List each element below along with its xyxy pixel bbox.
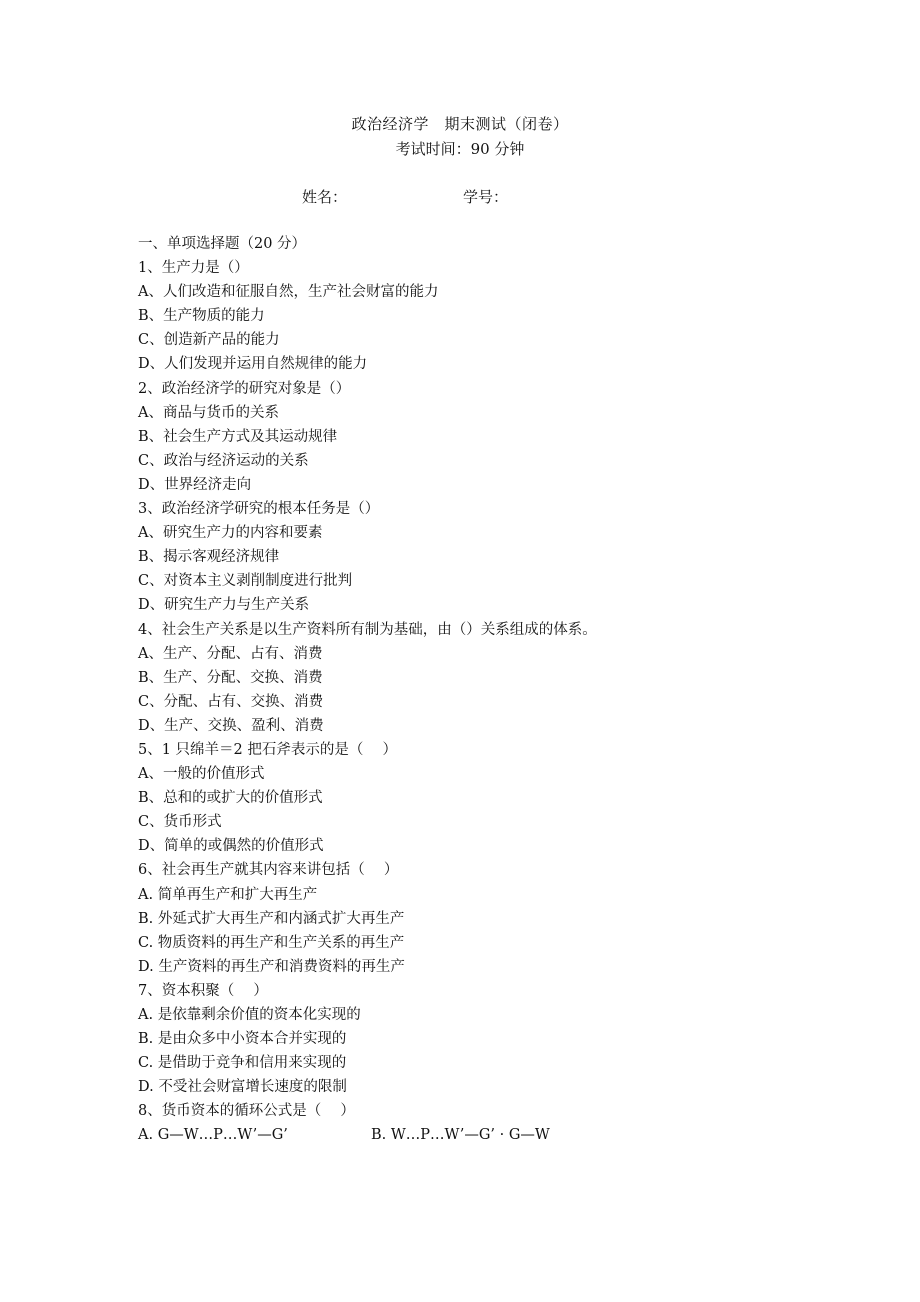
option-line: D. 生产资料的再生产和消费资料的再生产 [138, 958, 405, 975]
option-line: C、政治与经济运动的关系 [138, 452, 309, 469]
option-b: B. W…P…W’—G’ · G—W [371, 1127, 550, 1144]
question-line: 4、社会生产关系是以生产资料所有制为基础，由（）关系组成的体系。 [138, 621, 597, 638]
question-line: 1、生产力是（） [138, 260, 249, 277]
option-line: A、人们改造和征服自然，生产社会财富的能力 [138, 284, 439, 301]
question-line: 7、资本积聚（ ） [138, 982, 268, 999]
option-line: A、商品与货币的关系 [138, 404, 279, 421]
option-line: A、一般的价值形式 [138, 766, 265, 783]
question-line: 2、政治经济学的研究对象是（） [138, 380, 351, 397]
option-line: B、生产物质的能力 [138, 308, 265, 325]
option-line: B、生产、分配、交换、消费 [138, 669, 323, 686]
option-line: D、世界经济走向 [138, 476, 252, 493]
section-heading: 一、单项选择题（20 分） [138, 236, 307, 252]
question-line: 6、社会再生产就其内容来讲包括（ ） [138, 862, 399, 879]
option-line: B. 是由众多中小资本合并实现的 [138, 1031, 347, 1048]
option-line: C、创造新产品的能力 [138, 332, 280, 349]
question-line: 5、1 只绵羊＝2 把石斧表示的是（ ） [138, 741, 398, 758]
exam-duration: 考试时间：90 分钟 [395, 140, 525, 158]
option-line: D、生产、交换、盈利、消费 [138, 717, 324, 734]
question-line: 3、政治经济学研究的根本任务是（） [138, 501, 380, 518]
option-pair-line [138, 1123, 878, 1147]
option-line: D. 不受社会财富增长速度的限制 [138, 1079, 347, 1096]
option-line: C、对资本主义剥削制度进行批判 [138, 573, 353, 590]
option-line: B、总和的或扩大的价值形式 [138, 790, 323, 807]
option-line: D、简单的或偶然的价值形式 [138, 838, 324, 855]
option-line: D、人们发现并运用自然规律的能力 [138, 356, 368, 373]
option-line: D、研究生产力与生产关系 [138, 597, 310, 614]
option-line: C、货币形式 [138, 814, 222, 831]
student-info-row [0, 187, 920, 207]
option-line: A、生产、分配、占有、消费 [138, 645, 323, 662]
option-line: B. 外延式扩大再生产和内涵式扩大再生产 [138, 910, 405, 927]
option-line: A. 简单再生产和扩大再生产 [138, 886, 318, 903]
option-line: B、揭示客观经济规律 [138, 549, 280, 566]
student-id-label: 学号： [463, 188, 509, 206]
option-line: B、社会生产方式及其运动规律 [138, 428, 338, 445]
option-line: C. 是借助于竞争和信用来实现的 [138, 1055, 347, 1072]
option-line: C. 物质资料的再生产和生产关系的再生产 [138, 934, 405, 951]
question-line: 8、货币资本的循环公式是（ ） [138, 1103, 355, 1120]
option-line: A、研究生产力的内容和要素 [138, 525, 323, 542]
exam-title: 政治经济学 期末测试（闭卷） [351, 115, 569, 133]
option-a: A. G—W…P…W’—G’ [138, 1127, 288, 1144]
question-section [138, 232, 878, 1148]
option-line: A. 是依靠剩余价值的资本化实现的 [138, 1007, 361, 1023]
option-line: C、分配、占有、交换、消费 [138, 693, 324, 710]
name-label: 姓名： [302, 188, 348, 206]
